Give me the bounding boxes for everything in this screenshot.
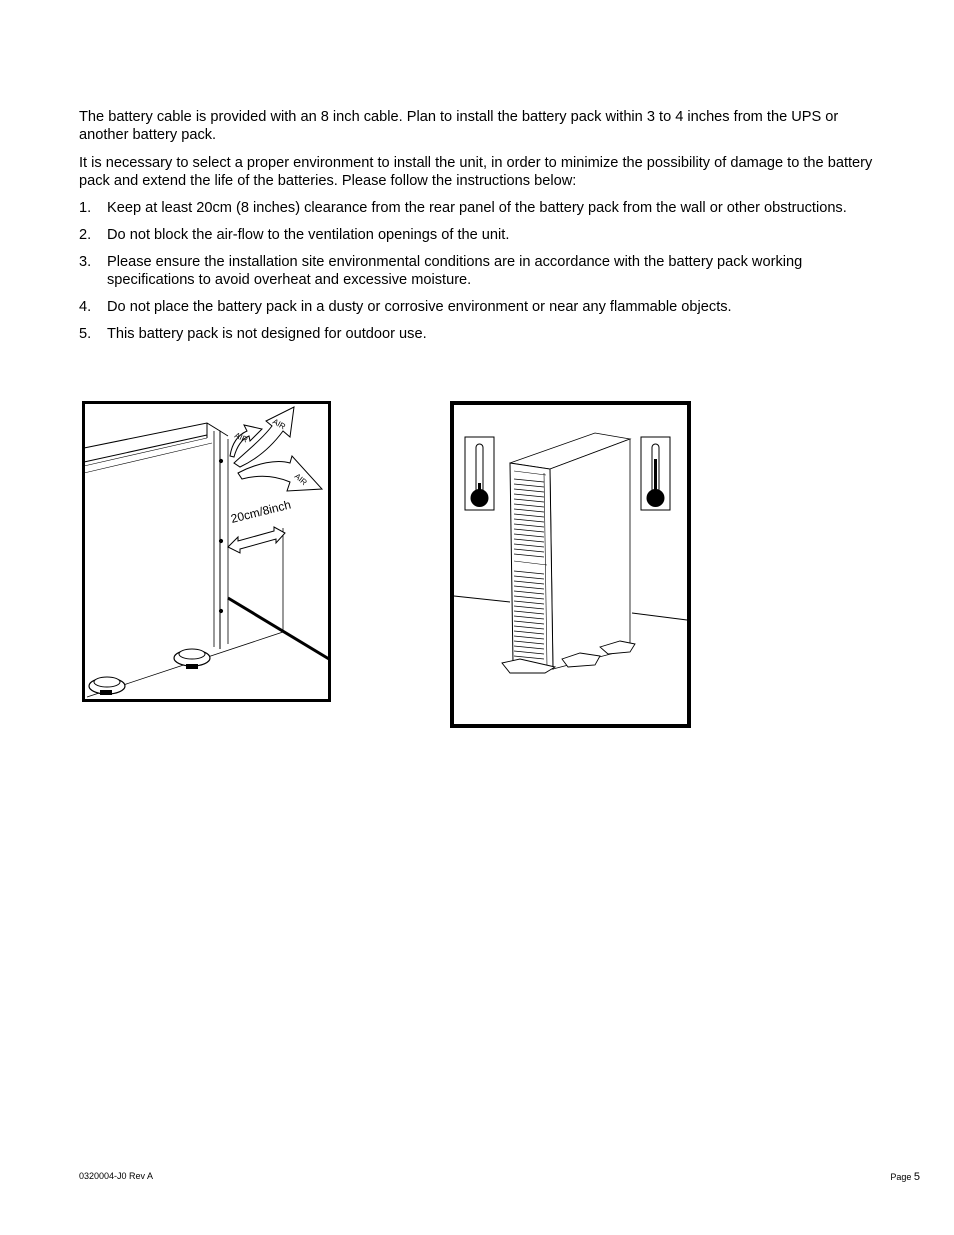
instruction-item — [79, 199, 879, 217]
air-label: AIR — [271, 416, 288, 432]
cabinet-foot — [89, 677, 125, 695]
clearance-label: 20cm/8inch — [229, 497, 293, 526]
instruction-number: 4. — [79, 299, 92, 315]
instruction-number: 2. — [79, 227, 92, 243]
air-label: AIR — [233, 430, 250, 445]
cable-paragraph: The battery cable is provided with an 8 inch cable. Plan to install the battery pack within 3 to 4 inches from the UPS or another battery pack. — [79, 109, 839, 143]
instruction-text: Do not block the air-flow to the ventilation openings of the unit. — [107, 227, 510, 243]
instruction-item — [79, 325, 879, 343]
instruction-item — [79, 253, 879, 289]
thermometer-icon — [641, 437, 670, 510]
environment-illustration — [450, 401, 691, 728]
instruction-item — [79, 226, 879, 244]
environment-paragraph: It is necessary to select a proper environment to install the unit, in order to minimize the possibility of damage to the battery pack and extend the life of the batteries. Please follow the instructions below: — [79, 155, 873, 189]
page-label: Page — [890, 1172, 912, 1182]
instruction-item — [79, 298, 879, 316]
instruction-number: 3. — [79, 254, 92, 270]
instruction-number: 1. — [79, 200, 92, 216]
document-id: 0320004-J0 Rev A — [79, 1171, 154, 1181]
instruction-text: Please ensure the installation site environmental conditions are in accordance with the battery pack working specifications to avoid overheat and excessive moisture. — [107, 254, 803, 288]
instruction-text: Do not place the battery pack in a dusty or corrosive environment or near any flammable objects. — [107, 299, 732, 315]
instruction-text: Keep at least 20cm (8 inches) clearance from the rear panel of the battery pack from the wall or other obstructions. — [107, 200, 847, 216]
page-number — [890, 1171, 920, 1183]
clearance-illustration — [82, 401, 331, 702]
battery-pack-tower — [510, 433, 630, 669]
instruction-number: 5. — [79, 326, 92, 342]
instruction-list — [79, 199, 879, 352]
instruction-text: This battery pack is not designed for outdoor use. — [107, 326, 427, 342]
page-number-value: 5 — [913, 1171, 920, 1183]
thermometer-icon — [465, 437, 494, 510]
air-label: AIR — [292, 471, 309, 488]
